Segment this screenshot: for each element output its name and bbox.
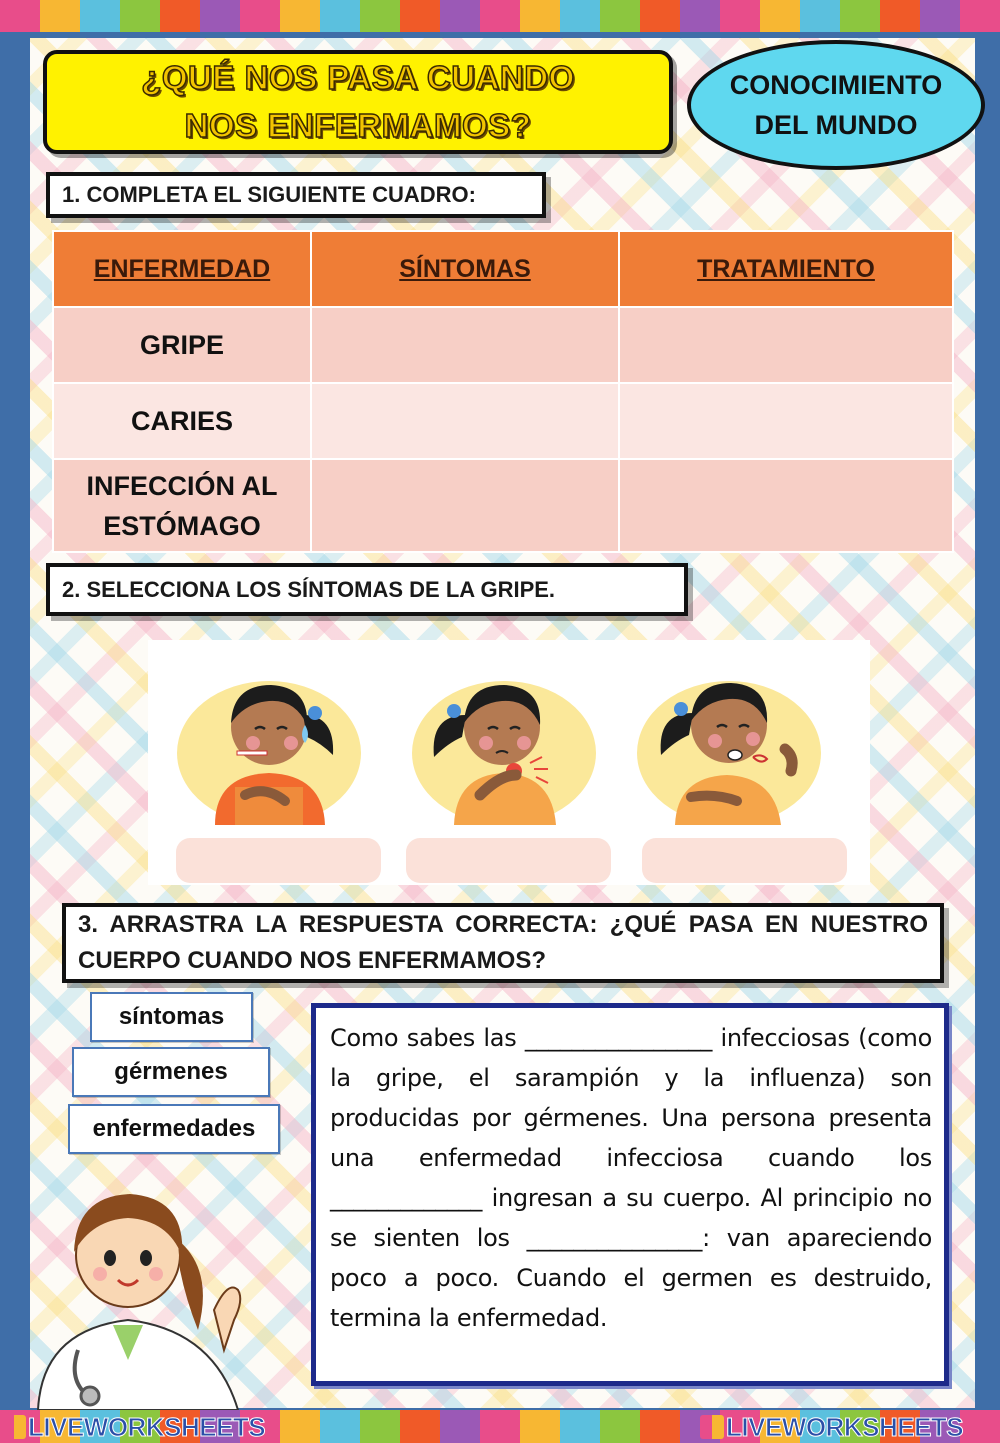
- table-row: [53, 383, 953, 459]
- disease-name: GRIPE: [53, 307, 311, 383]
- liveworksheets-logo-right: [700, 1412, 963, 1442]
- fever-girl-illustration: [175, 665, 363, 825]
- fill-in-paragraph-box: [311, 1003, 949, 1386]
- liveworksheets-icon: [2, 1415, 26, 1439]
- column-header-tratamiento: TRATAMIENTO: [619, 231, 953, 307]
- treatment-input[interactable]: [619, 383, 953, 459]
- fill-in-paragraph: Como sabes las ________________ infecciosas (como la gripe, el sarampión y la influenza) son producidas por gérmenes. Una persona presenta una enfermedad infecciosa cuando los _____________ ingresan a su cuerpo. Al principio no se sienten los _______________: van apareciendo poco a poco. Cuando el germen es destruido, termina la enfermedad.: [330, 1024, 932, 1332]
- symptom-answer-slot[interactable]: [406, 838, 611, 883]
- brand-text: LIVEWORKSHEETS: [726, 1411, 964, 1442]
- sore-throat-girl-illustration: [410, 665, 598, 825]
- section1-instruction: 1. COMPLETA EL SIGUIENTE CUADRO:: [46, 172, 546, 218]
- doctor-illustration: [18, 1160, 268, 1410]
- symptom-answer-slot[interactable]: [642, 838, 847, 883]
- title-banner: [43, 50, 673, 154]
- subject-label: CONOCIMIENTO DEL MUNDO: [729, 70, 943, 140]
- symptoms-input[interactable]: [311, 459, 619, 552]
- table-row: [53, 459, 953, 552]
- drag-word-germenes[interactable]: gérmenes: [72, 1047, 270, 1097]
- section3-instruction: 3. ARRASTRA LA RESPUESTA CORRECTA: ¿QUÉ PASA EN NUESTRO CUERPO CUANDO NOS ENFERMAMOS?: [62, 903, 944, 983]
- symptoms-input[interactable]: [311, 383, 619, 459]
- section2-instruction: 2. SELECCIONA LOS SÍNTOMAS DE LA GRIPE.: [46, 563, 688, 616]
- liveworksheets-logo-left: [2, 1412, 265, 1442]
- brand-text: LIVEWORKSHEETS: [28, 1411, 266, 1442]
- liveworksheets-icon: [700, 1415, 724, 1439]
- disease-name-text: INFECCIÓN AL ESTÓMAGO: [86, 470, 278, 541]
- column-header-sintomas: SÍNTOMAS: [311, 231, 619, 307]
- cough-girl-illustration: [635, 665, 823, 825]
- drag-word-enfermedades[interactable]: enfermedades: [68, 1104, 280, 1154]
- symptoms-input[interactable]: [311, 307, 619, 383]
- treatment-input[interactable]: [619, 307, 953, 383]
- page-title: ¿QUÉ NOS PASA CUANDO NOS ENFERMAMOS?: [141, 59, 575, 144]
- disease-table: [52, 230, 954, 553]
- symptom-answer-slot[interactable]: [176, 838, 381, 883]
- disease-name: [53, 459, 311, 552]
- drag-word-sintomas[interactable]: síntomas: [90, 992, 253, 1042]
- disease-name: CARIES: [53, 383, 311, 459]
- treatment-input[interactable]: [619, 459, 953, 552]
- decorative-top-strip: [0, 0, 1000, 32]
- column-header-enfermedad: ENFERMEDAD: [53, 231, 311, 307]
- table-row: [53, 307, 953, 383]
- subject-badge: [687, 40, 985, 170]
